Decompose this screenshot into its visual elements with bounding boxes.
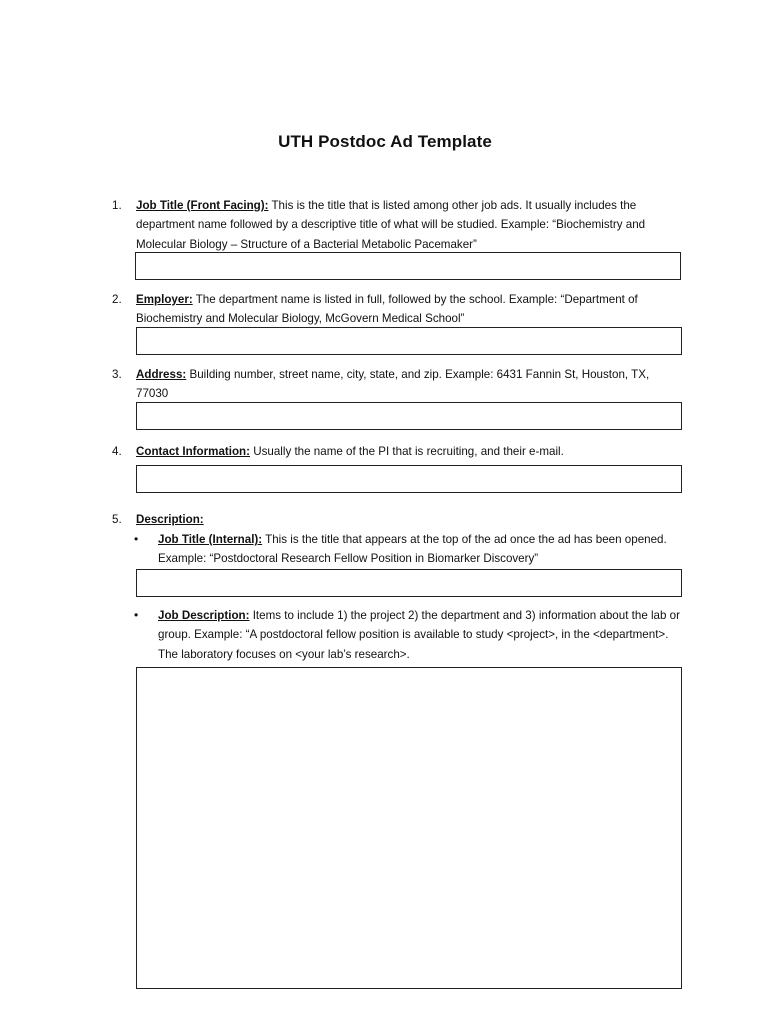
employer-field[interactable] (136, 327, 682, 355)
bullet-icon: • (134, 608, 139, 622)
item-number: 1. (112, 199, 122, 212)
address-field[interactable] (136, 402, 682, 430)
sub-item-label: Job Description: (158, 609, 250, 622)
item-number: 3. (112, 368, 122, 381)
item-label: Address: (136, 368, 187, 381)
sub-item-text: Items to include 1) the project 2) the department and 3) information about the lab or group. Example: “A postdoctoral fellow position is available to study <project>, in the <department>. The laboratory focuses on <your lab’s research>. (158, 609, 680, 661)
sub-item-text: This is the title that appears at the top of the ad once the ad has been opened. Example: “Postdoctoral Research Fellow Position in Biomarker Discovery” (158, 533, 667, 566)
item-label: Description: (136, 513, 204, 526)
document-title: UTH Postdoc Ad Template (278, 132, 492, 151)
item-label: Job Title (Front Facing): (136, 199, 269, 212)
sub-item-label: Job Title (Internal): (158, 533, 263, 546)
item-number: 2. (112, 293, 122, 306)
item-label: Contact Information: (136, 445, 250, 458)
item-text: This is the title that is listed among other job ads. It usually includes the department name followed by a descriptive title of what will be studied. Example: “Biochemistry and Molecular Biology – Structure of a Bacterial Metabolic Pacemaker” (136, 199, 646, 251)
item-text: Usually the name of the PI that is recruiting, and their e-mail. (250, 445, 564, 458)
bullet-icon: • (134, 532, 139, 546)
item-number: 4. (112, 445, 122, 458)
job-description-field[interactable] (136, 667, 682, 989)
contact-field[interactable] (136, 465, 682, 493)
item-text: Building number, street name, city, state, and zip. Example: 6431 Fannin St, Houston, TX, 77030 (136, 368, 650, 401)
job-title-internal-field[interactable] (136, 569, 682, 597)
job-title-front-field[interactable] (135, 252, 681, 280)
item-label: Employer: (136, 293, 193, 306)
item-text: The department name is listed in full, followed by the school. Example: “Department of Biochemistry and Molecular Biology, McGovern Medical School” (136, 293, 638, 326)
item-number: 5. (112, 513, 122, 526)
